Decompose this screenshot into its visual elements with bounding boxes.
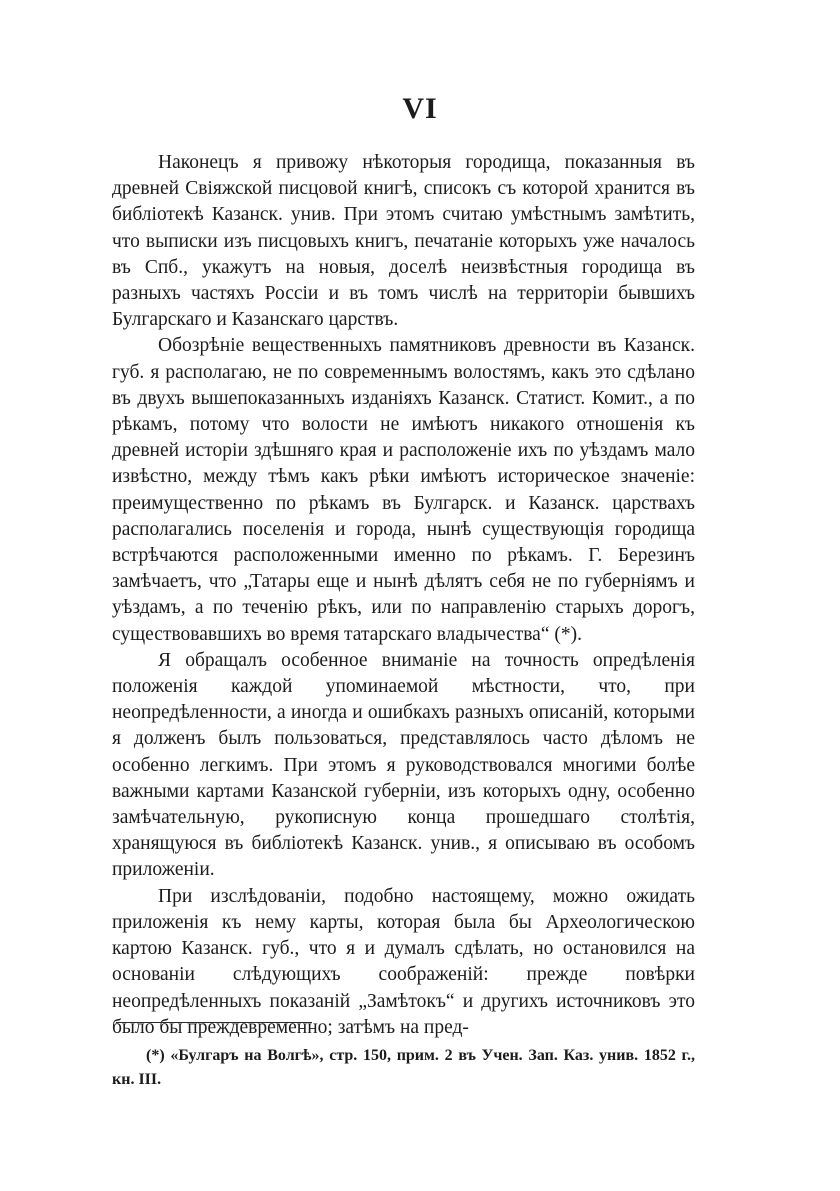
- paragraph-2: Обозрѣніе вещественныхъ памятниковъ древности въ Казанск. губ. я располагаю, не по современнымъ волостямъ, какъ это сдѣлано въ двухъ вышепоказанныхъ изданіяхъ Казанск. Статист. Комит., а по рѣкамъ, потому что волости не имѣютъ никакого отношенія къ древней исторіи здѣшняго края и расположеніе ихъ по уѣздамъ мало извѣстно, между тѣмъ какъ рѣки имѣютъ историческое значеніе: преимущественно по рѣкамъ въ Булгарск. и Казанск. царствахъ располагались поселенія и города, нынѣ существующія городища встрѣчаются расположенными именно по рѣкамъ. Г. Березинъ замѣчаетъ, что „Татары еще и нынѣ дѣлятъ себя не по губерніямъ и уѣздамъ, а по теченію рѣкъ, или по направленію старыхъ дорогъ, существовавшихъ во время татарскаго владычества“ (*).: [112, 335, 695, 645]
- paragraph-3: Я обращалъ особенное вниманіе на точность опредѣленія положенія каждой упоминаемой мѣстности, что, при неопредѣленности, а иногда и ошибкахъ разныхъ описаній, которыми я долженъ былъ пользоваться, представлялось часто дѣломъ не особенно легкимъ. При этомъ я руководствовался многими болѣе важными картами Казанской губерніи, изъ которыхъ одну, особенно замѣчательную, рукописную конца прошедшаго столѣтія, хранящуюся въ библіотекѣ Казанск. унив., я описываю въ особомъ приложеніи.: [112, 649, 695, 881]
- paragraph-4: При изслѣдованіи, подобно настоящему, можно ожидать приложенія къ нему карты, которая была бы Археологическою картою Казанск. губ., что я и думалъ сдѣлать, но остановился на основаніи слѣдующихъ соображеній: прежде повѣрки неопредѣленныхъ показаній „Замѣтокъ“ и другихъ источниковъ это было бы преждевременно; затѣмъ на пред-: [112, 885, 695, 1038]
- footnote-divider: [116, 1022, 312, 1023]
- paragraph-1: Наконецъ я привожу нѣкоторыя городища, показанныя въ древней Свіяжской писцовой книгѣ, списокъ съ которой хранится въ библіотекѣ Казанск. унив. При этомъ считаю умѣстнымъ замѣтить, что выписки изъ писцовыхъ книгъ, печатаніе которыхъ уже началось въ Спб., укажутъ на новыя, доселѣ неизвѣстныя городища въ разныхъ частяхъ Россіи и въ томъ числѣ на территоріи бывшихъ Булгарскаго и Казанскаго царствъ.: [112, 152, 695, 331]
- body-text: [112, 150, 695, 1041]
- page-number: VI: [402, 92, 438, 125]
- footnote: (*) «Булгаръ на Волгѣ», стр. 150, прим. 2 въ Учен. Зап. Каз. унив. 1852 г., кн. III.: [112, 1047, 695, 1088]
